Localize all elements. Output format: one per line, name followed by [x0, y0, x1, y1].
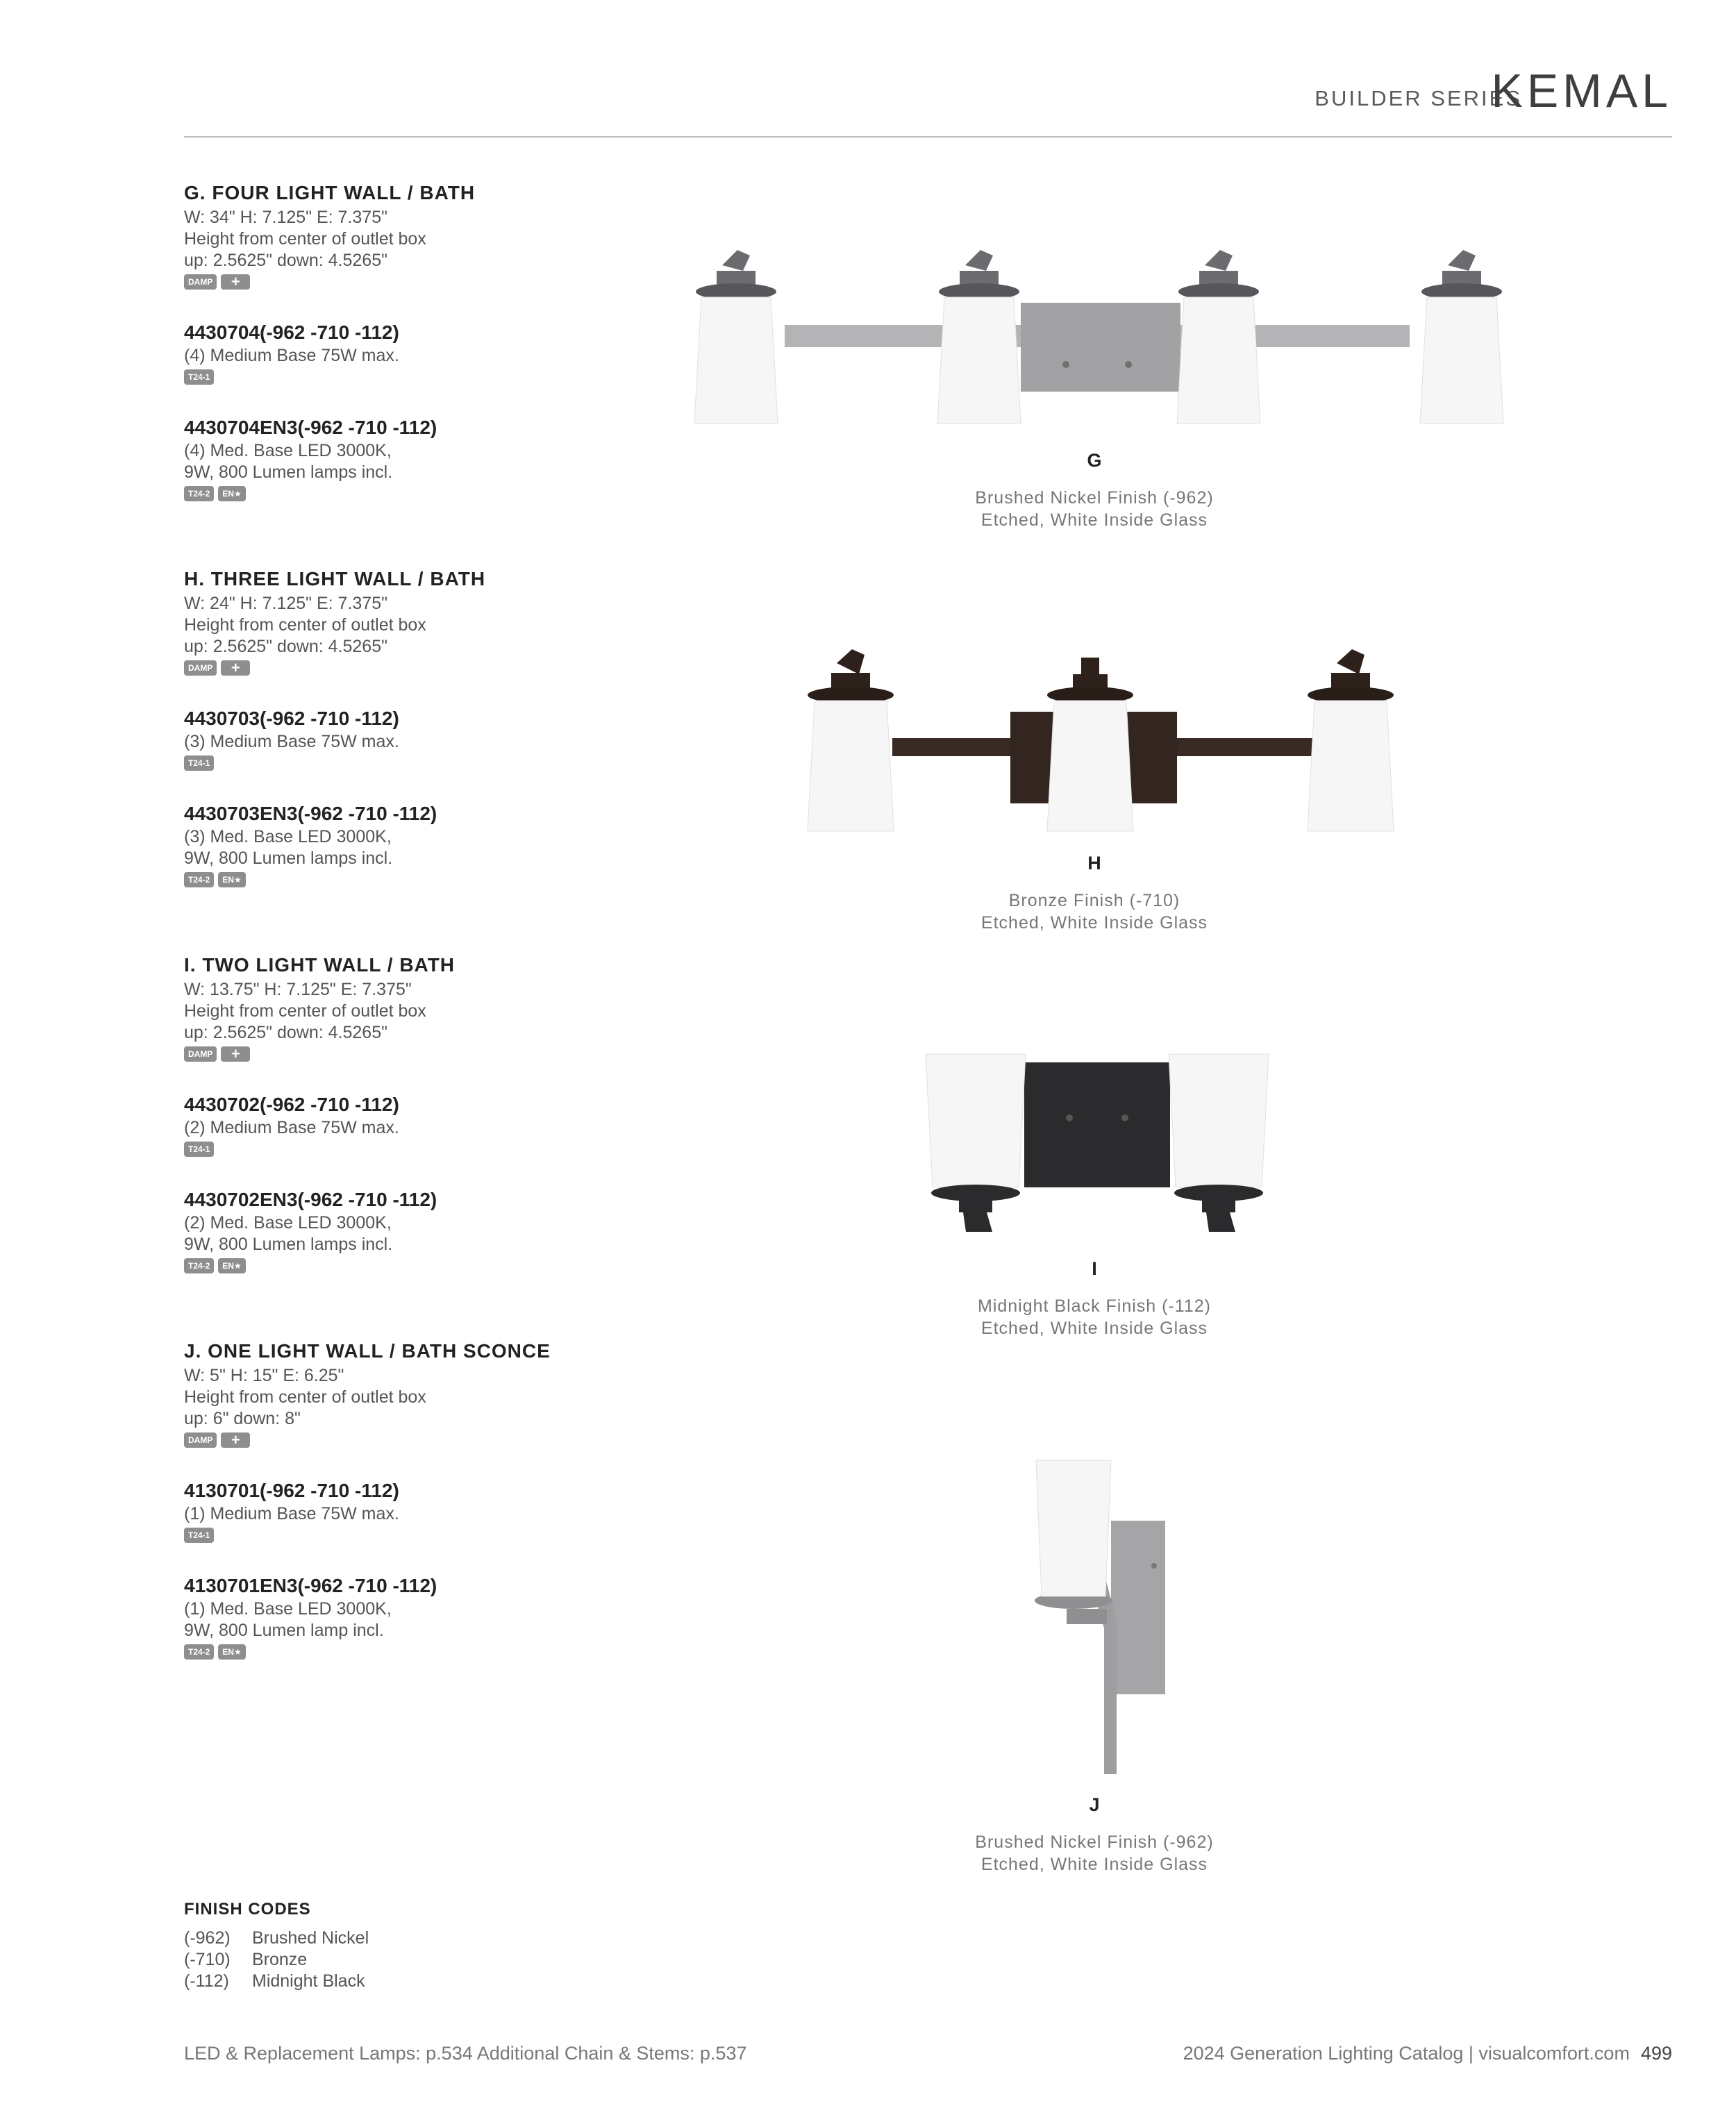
sku-led: [184, 1575, 712, 1661]
sku-code: 4130701(-962 -710 -112): [184, 1480, 399, 1501]
finish-code: (-710): [184, 1950, 231, 1969]
series-label: BUILDER SERIES: [1314, 86, 1522, 110]
finish-text: Bronze Finish (-710): [1008, 891, 1180, 910]
shade-4: [1420, 250, 1503, 424]
t24-badge: T24-1: [184, 1528, 214, 1543]
sku-led: [184, 417, 712, 503]
plus-badge: +: [221, 1432, 250, 1448]
fixture-g-caption: [782, 450, 1407, 531]
energy-star-badge: EN★: [218, 1644, 245, 1660]
sku-incandescent: [184, 1480, 712, 1544]
figure-letter: I: [1092, 1258, 1097, 1279]
finish-text: Brushed Nickel Finish (-962): [975, 488, 1214, 508]
outlet-label: Height from center of outlet box: [184, 229, 426, 249]
figure-letter: J: [1089, 1794, 1100, 1815]
outlet-label: Height from center of outlet box: [184, 615, 426, 635]
product-h-spec: [184, 568, 712, 889]
rating-badges: [184, 274, 712, 291]
finish-text: Midnight Black Finish (-112): [978, 1296, 1211, 1316]
footer-references: LED & Replacement Lamps: p.534 Additional Chain & Stems: p.537: [184, 2043, 747, 2064]
shade-2: [1169, 1054, 1269, 1232]
sku-code: 4430703EN3(-962 -710 -112): [184, 803, 437, 824]
fixture-j-caption: [782, 1794, 1407, 1875]
fixture-h-image: [795, 649, 1406, 837]
sku-incandescent: [184, 1094, 712, 1158]
mounting-screw: [1121, 1114, 1128, 1121]
sku-lamp-info: (2) Med. Base LED 3000K,: [184, 1213, 392, 1233]
finish-codes-title: FINISH CODES: [184, 1900, 311, 1919]
footer-catalog-info: [1183, 2043, 1672, 2064]
product-i-spec: [184, 954, 712, 1275]
sku-lamp-info: (1) Medium Base 75W max.: [184, 1504, 399, 1523]
outlet-heights: up: 2.5625" down: 4.5265": [184, 251, 387, 270]
finish-code: (-112): [184, 1971, 229, 1991]
shade: [1036, 1460, 1111, 1596]
damp-badge: DAMP: [184, 660, 217, 676]
product-heading: J. ONE LIGHT WALL / BATH SCONCE: [184, 1340, 551, 1362]
energy-star-badge: EN★: [218, 486, 245, 501]
fixture-backplate: [1024, 1062, 1170, 1187]
t24-badge: T24-1: [184, 369, 214, 385]
finish-code-row: [184, 1928, 369, 1949]
outlet-heights: up: 6" down: 8": [184, 1409, 301, 1428]
t24-badge: T24-2: [184, 1644, 214, 1660]
sku-lamp-info: (4) Med. Base LED 3000K,: [184, 441, 392, 460]
sku-lamp-info: (1) Med. Base LED 3000K,: [184, 1599, 392, 1619]
sku-led: [184, 803, 712, 889]
glass-text: Etched, White Inside Glass: [980, 1855, 1208, 1874]
sku-lamp-info: 9W, 800 Lumen lamps incl.: [184, 462, 393, 482]
energy-star-badge: EN★: [218, 1258, 245, 1273]
fixture-i-image: [920, 1049, 1281, 1236]
sku-incandescent: [184, 321, 712, 386]
mounting-screw: [1151, 1563, 1157, 1569]
sku-lamp-info: 9W, 800 Lumen lamps incl.: [184, 849, 393, 868]
sku-lamp-info: 9W, 800 Lumen lamp incl.: [184, 1621, 384, 1640]
product-heading: G. FOUR LIGHT WALL / BATH: [184, 182, 476, 203]
finish-name: Midnight Black: [252, 1971, 365, 1991]
sku-lamp-info: (3) Medium Base 75W max.: [184, 732, 399, 751]
dimensions: W: 5" H: 15" E: 6.25": [184, 1366, 344, 1385]
glass-text: Etched, White Inside Glass: [980, 510, 1208, 530]
fixture-i-caption: [782, 1258, 1407, 1339]
sku-lamp-info: 9W, 800 Lumen lamps incl.: [184, 1235, 393, 1254]
t24-badge: T24-2: [184, 486, 214, 501]
plus-badge: +: [221, 274, 250, 290]
sku-lamp-info: (3) Med. Base LED 3000K,: [184, 827, 392, 846]
sku-code: 4430704EN3(-962 -710 -112): [184, 417, 437, 438]
fixture-g-image: [681, 243, 1521, 431]
shade-3: [1177, 250, 1260, 424]
t24-badge: T24-1: [184, 1142, 214, 1157]
product-heading: I. TWO LIGHT WALL / BATH: [184, 954, 456, 976]
product-j-spec: [184, 1340, 712, 1661]
finish-name: Bronze: [252, 1950, 308, 1969]
glass-text: Etched, White Inside Glass: [980, 913, 1208, 933]
plus-badge: +: [221, 1046, 250, 1062]
outlet-label: Height from center of outlet box: [184, 1387, 426, 1407]
shade-2: [1047, 658, 1133, 831]
product-heading: H. THREE LIGHT WALL / BATH: [184, 568, 486, 590]
mounting-screw: [1066, 1114, 1073, 1121]
sku-code: 4430703(-962 -710 -112): [184, 708, 399, 729]
rating-badges: [184, 660, 712, 677]
t24-badge: T24-1: [184, 755, 214, 771]
product-g-spec: [184, 182, 712, 503]
sku-code: 4130701EN3(-962 -710 -112): [184, 1575, 437, 1596]
outlet-heights: up: 2.5625" down: 4.5265": [184, 637, 387, 656]
catalog-credit: 2024 Generation Lighting Catalog | visualcomfort.com: [1183, 2043, 1630, 2064]
finish-text: Brushed Nickel Finish (-962): [975, 1832, 1214, 1852]
fixture-backplate: [1111, 1521, 1165, 1694]
t24-badge: T24-2: [184, 872, 214, 887]
header-divider: [184, 136, 1672, 137]
t24-badge: T24-2: [184, 1258, 214, 1273]
sku-lamp-info: (2) Medium Base 75W max.: [184, 1118, 399, 1137]
mounting-screw: [1062, 361, 1069, 368]
energy-star-badge: EN★: [218, 872, 245, 887]
finish-codes-legend: [184, 1900, 369, 1992]
outlet-heights: up: 2.5625" down: 4.5265": [184, 1023, 387, 1042]
fixture-socket: [1067, 1609, 1107, 1624]
plus-badge: +: [221, 660, 250, 676]
dimensions: W: 13.75" H: 7.125" E: 7.375": [184, 980, 412, 999]
glass-text: Etched, White Inside Glass: [980, 1319, 1208, 1338]
damp-badge: DAMP: [184, 274, 217, 290]
figure-letter: H: [1087, 853, 1101, 874]
sku-incandescent: [184, 708, 712, 772]
damp-badge: DAMP: [184, 1432, 217, 1448]
dimensions: W: 34" H: 7.125" E: 7.375": [184, 208, 387, 227]
sku-lamp-info: (4) Medium Base 75W max.: [184, 346, 399, 365]
finish-name: Brushed Nickel: [252, 1928, 369, 1948]
finish-code-row: [184, 1949, 369, 1971]
fixture-j-image: [1000, 1455, 1194, 1781]
brand-title: KEMAL: [1491, 65, 1672, 117]
mounting-screw: [1125, 361, 1132, 368]
sku-code: 4430702EN3(-962 -710 -112): [184, 1189, 437, 1210]
finish-code-row: [184, 1971, 369, 1992]
figure-letter: G: [1087, 450, 1102, 471]
dimensions: W: 24" H: 7.125" E: 7.375": [184, 594, 387, 613]
rating-badges: [184, 1046, 712, 1063]
finish-code: (-962): [184, 1928, 231, 1948]
sku-led: [184, 1189, 712, 1275]
damp-badge: DAMP: [184, 1046, 217, 1062]
shade-1: [808, 649, 894, 831]
outlet-label: Height from center of outlet box: [184, 1001, 426, 1021]
fixture-h-caption: [782, 853, 1407, 934]
sku-code: 4430704(-962 -710 -112): [184, 321, 399, 343]
shade-2: [937, 250, 1021, 424]
shade-3: [1308, 649, 1394, 831]
fixture-backplate: [1021, 303, 1180, 392]
sku-code: 4430702(-962 -710 -112): [184, 1094, 399, 1115]
shade-1: [926, 1054, 1026, 1232]
shade-1: [694, 250, 778, 424]
rating-badges: [184, 1432, 712, 1449]
page-number: 499: [1640, 2043, 1672, 2064]
